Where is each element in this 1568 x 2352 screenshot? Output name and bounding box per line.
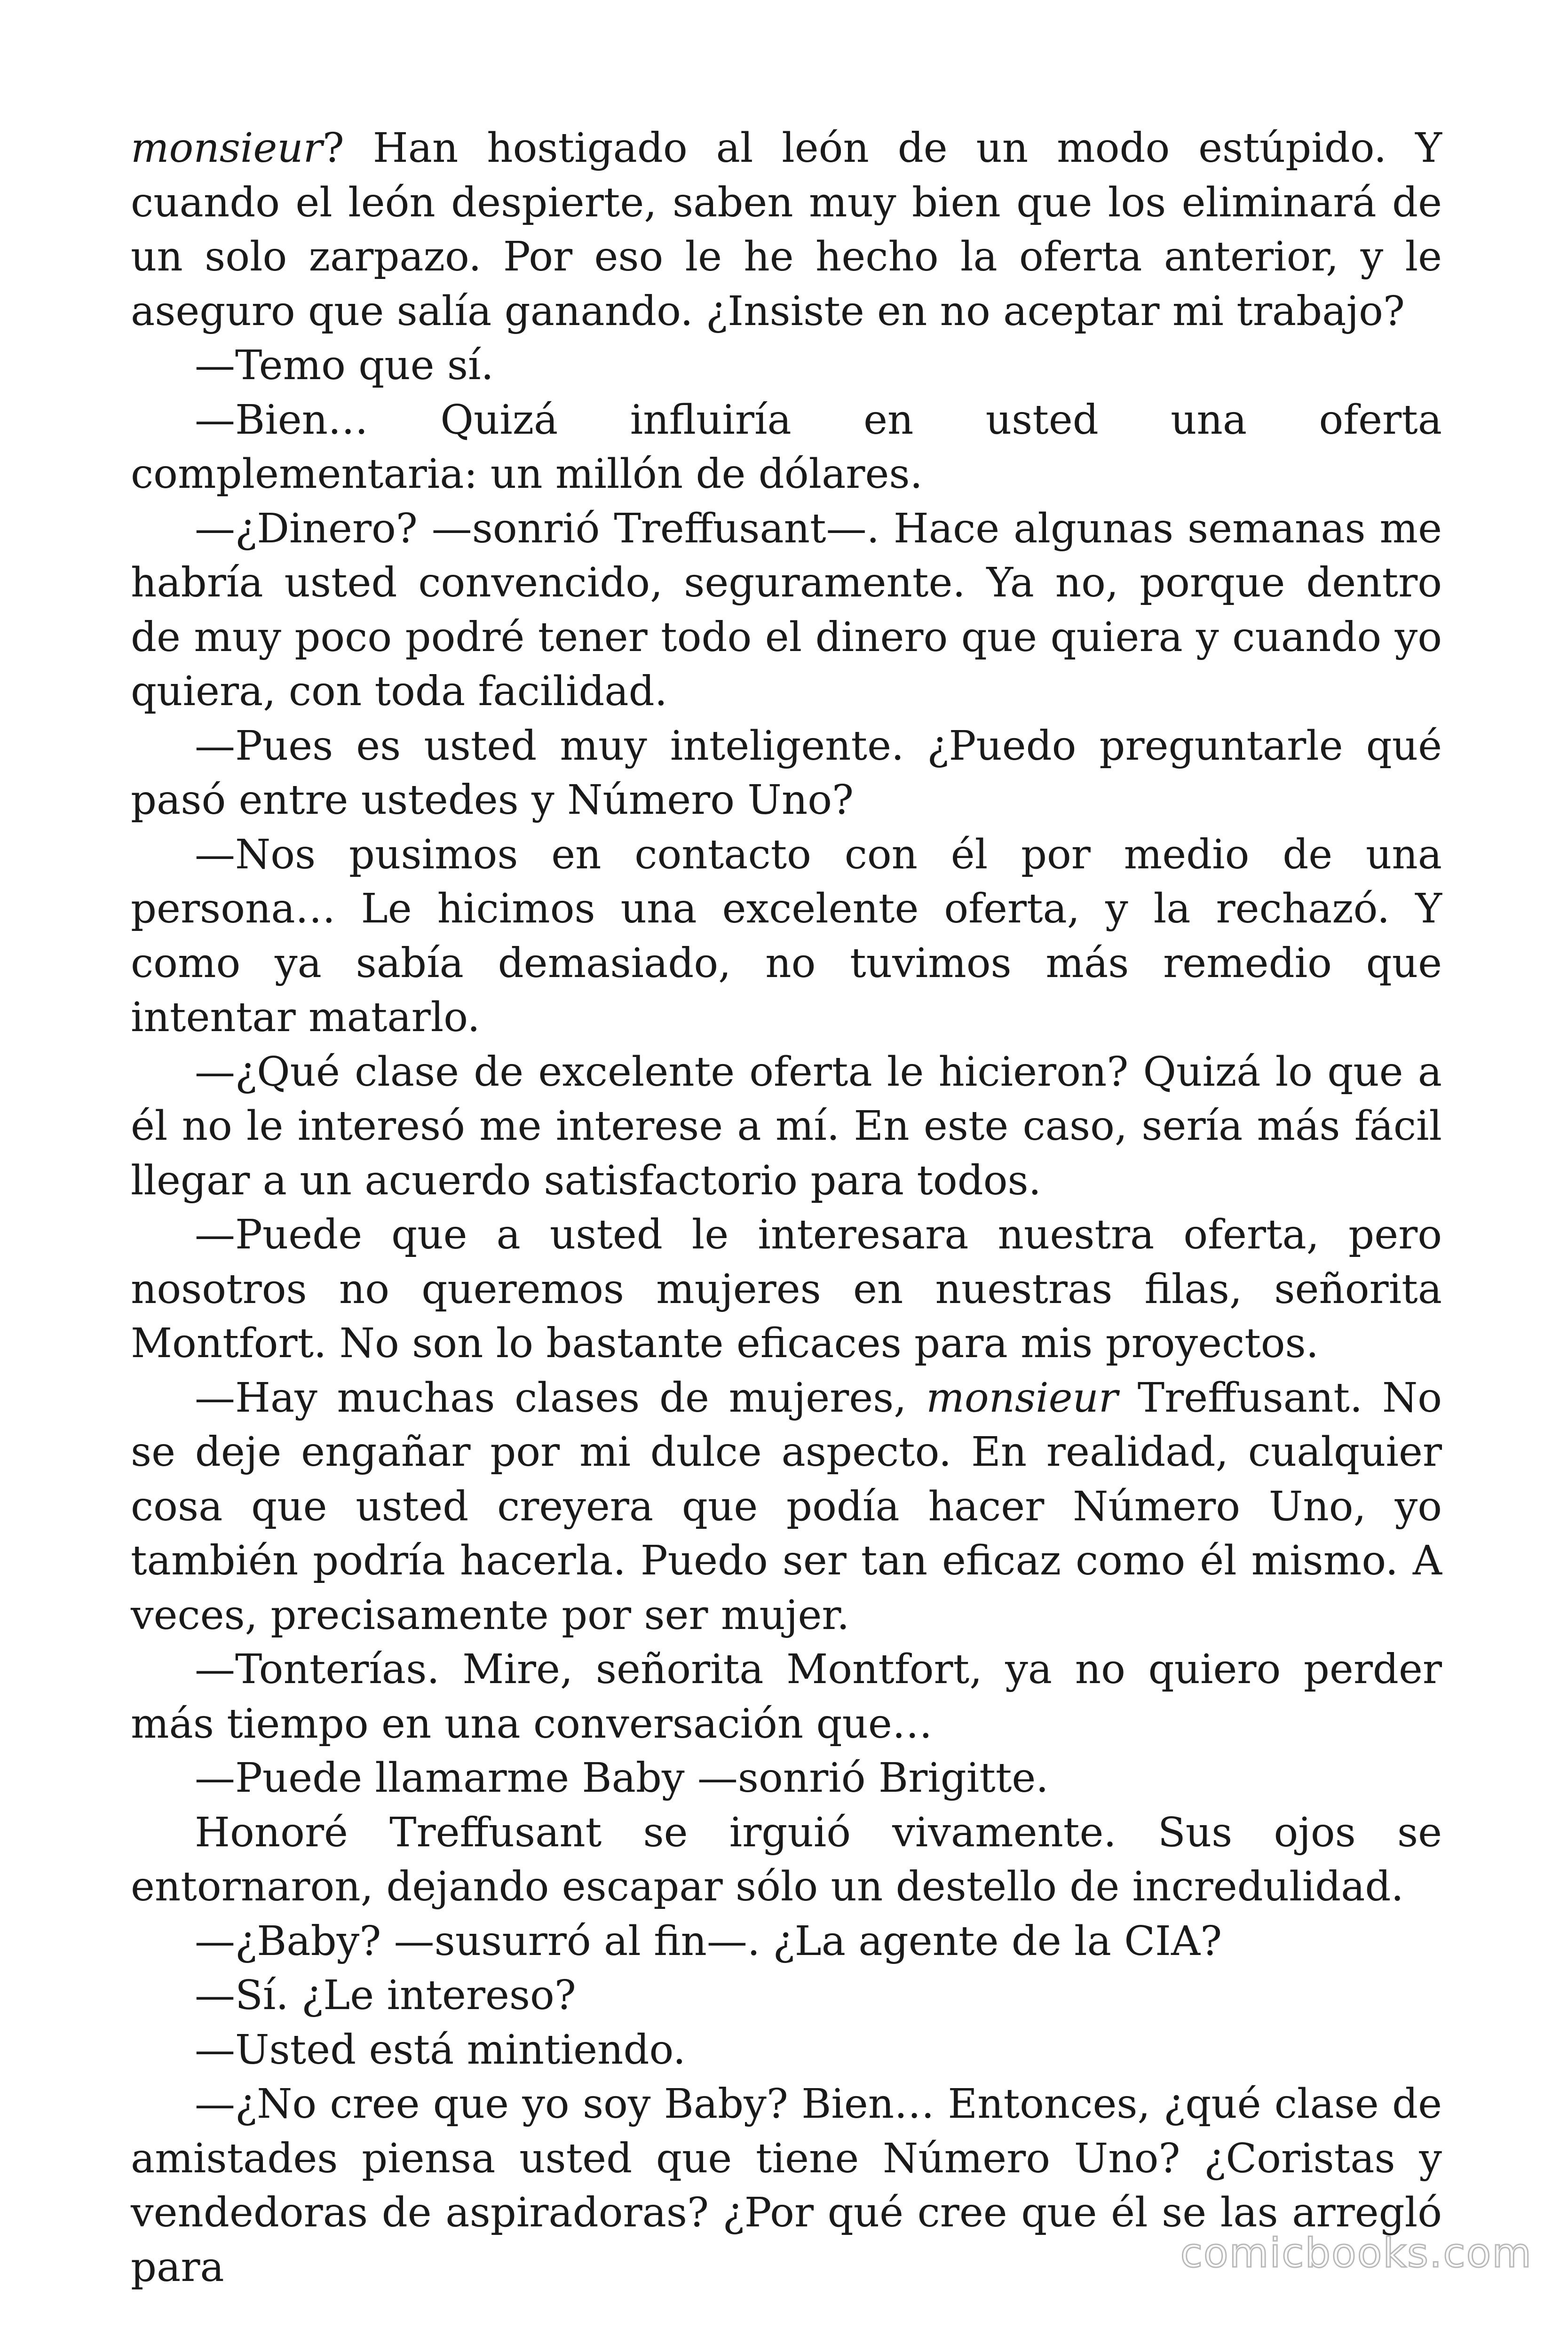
paragraph-11: —Puede llamarme Baby —sonrió Brigitte. (195, 1755, 1049, 1802)
paragraph-text: Treffusant. No se deje engañar por mi dulce aspecto. En realidad, cualquier cosa que usted creyera que podía hacer Número Uno, yo también podría hacerla. Puedo ser tan eficaz como él mismo. A veces, precisamente por ser mujer. (131, 1374, 1442, 1639)
paragraph-text: ? Han hostigado al león de un modo estúpido. Y cuando el león despierte, saben muy bien que los eliminará de un solo zarpazo. Por eso le he hecho la oferta anterior, y le aseguro que salía ganando. ¿Insiste en no aceptar mi trabajo? (131, 125, 1442, 335)
paragraph-16: —¿No cree que yo soy Baby? Bien… Entonces, ¿qué clase de amistades piensa usted que tiene Número Uno? ¿Coristas y vendedoras de aspiradoras? ¿Por qué cree que él se las arregló para (131, 2081, 1442, 2291)
paragraph-12: Honoré Treffusant se irguió vivamente. Sus ojos se entornaron, dejando escapar sólo un destello de incredulidad. (131, 1809, 1442, 1910)
paragraph-7: —¿Qué clase de excelente oferta le hicieron? Quizá lo que a él no le interesó me interese a mí. En este caso, sería más fácil llegar a un acuerdo satisfactorio para todos. (131, 1048, 1442, 1204)
paragraph-1 (131, 121, 1442, 339)
paragraph-5: —Pues es usted muy inteligente. ¿Puedo preguntarle qué pasó entre ustedes y Número Uno? (131, 722, 1442, 824)
paragraph-15: —Usted está mintiendo. (195, 2026, 686, 2074)
paragraph-14: —Sí. ¿Le intereso? (195, 1972, 576, 2019)
paragraph-text: —Hay muchas clases de mujeres, (195, 1374, 927, 1422)
paragraph-2: —Temo que sí. (195, 342, 494, 389)
paragraph-8: —Puede que a usted le interesara nuestra oferta, pero nosotros no queremos mujeres en nuestras filas, señorita Montfort. No son lo bastante eficaces para mis proyectos. (131, 1211, 1442, 1367)
italic-word: monsieur (926, 1374, 1118, 1422)
paragraph-6: —Nos pusimos en contacto con él por medio de una persona… Le hicimos una excelente oferta, y la rechazó. Y como ya sabía demasiado, no tuvimos más remedio que intentar matarlo. (131, 831, 1442, 1041)
paragraph-13: —¿Baby? —susurró al fin—. ¿La agente de la CIA? (195, 1917, 1222, 1965)
paragraph-9 (131, 1371, 1442, 1643)
paragraph-10: —Tonterías. Mire, señorita Montfort, ya no quiero perder más tiempo en una conversación que… (131, 1646, 1442, 1748)
italic-word: monsieur (131, 125, 323, 172)
paragraph-4: —¿Dinero? —sonrió Treffusant—. Hace algunas semanas me habría usted convencido, seguramente. Ya no, porque dentro de muy poco podré tener todo el dinero que quiera y cuando yo quiera, con toda facilidad. (131, 505, 1442, 715)
paragraph-3: —Bien… Quizá influiría en usted una oferta complementaria: un millón de dólares. (131, 396, 1442, 498)
site-watermark: comicbooks.com (1180, 2230, 1532, 2277)
book-page-text (131, 121, 1442, 2295)
